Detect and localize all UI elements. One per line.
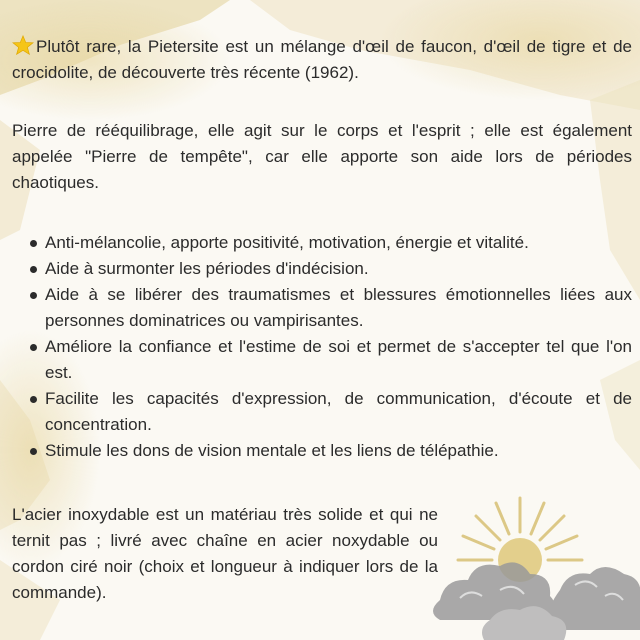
closing-paragraph: L'acier inoxydable est un matériau très solide et qui ne ternit pas ; livré avec chaîne en acier noxydable ou cordon ciré noir (choix et longueur à indiquer lors de la commande).: [12, 505, 438, 602]
list-item: [12, 282, 632, 334]
list-item-text: Facilite les capacités d'expression, de communication, d'écoute et de concentration.: [45, 389, 632, 434]
list-item: [12, 256, 632, 282]
list-item-text: Stimule les dons de vision mentale et les liens de télépathie.: [45, 441, 499, 460]
star-icon: [12, 35, 34, 55]
bullet-icon: [30, 266, 37, 273]
bullet-icon: [30, 344, 37, 351]
list-item: [12, 438, 632, 464]
benefits-list: [12, 230, 632, 464]
list-item: [12, 334, 632, 386]
description-paragraph: Pierre de rééquilibrage, elle agit sur le corps et l'esprit ; elle est également appelée "Pierre de tempête", car elle apporte son aide lors de périodes chaotiques.: [12, 121, 632, 192]
bullet-icon: [30, 396, 37, 403]
list-item-text: Améliore la confiance et l'estime de soi et permet de s'accepter tel que l'on est.: [45, 337, 632, 382]
bullet-icon: [30, 448, 37, 455]
list-item-text: Anti-mélancolie, apporte positivité, motivation, énergie et vitalité.: [45, 233, 529, 252]
intro-text: Plutôt rare, la Pietersite est un mélange d'œil de faucon, d'œil de tigre et de crocidolite, de découverte très récente (1962).: [12, 37, 632, 82]
bullet-icon: [30, 240, 37, 247]
intro-paragraph: [12, 34, 632, 86]
list-item: [12, 386, 632, 438]
list-item: [12, 230, 632, 256]
bullet-icon: [30, 292, 37, 299]
list-item-text: Aide à se libérer des traumatismes et blessures émotionnelles liées aux personnes dominatrices ou vampirisantes.: [45, 285, 632, 330]
list-item-text: Aide à surmonter les périodes d'indécision.: [45, 259, 369, 278]
